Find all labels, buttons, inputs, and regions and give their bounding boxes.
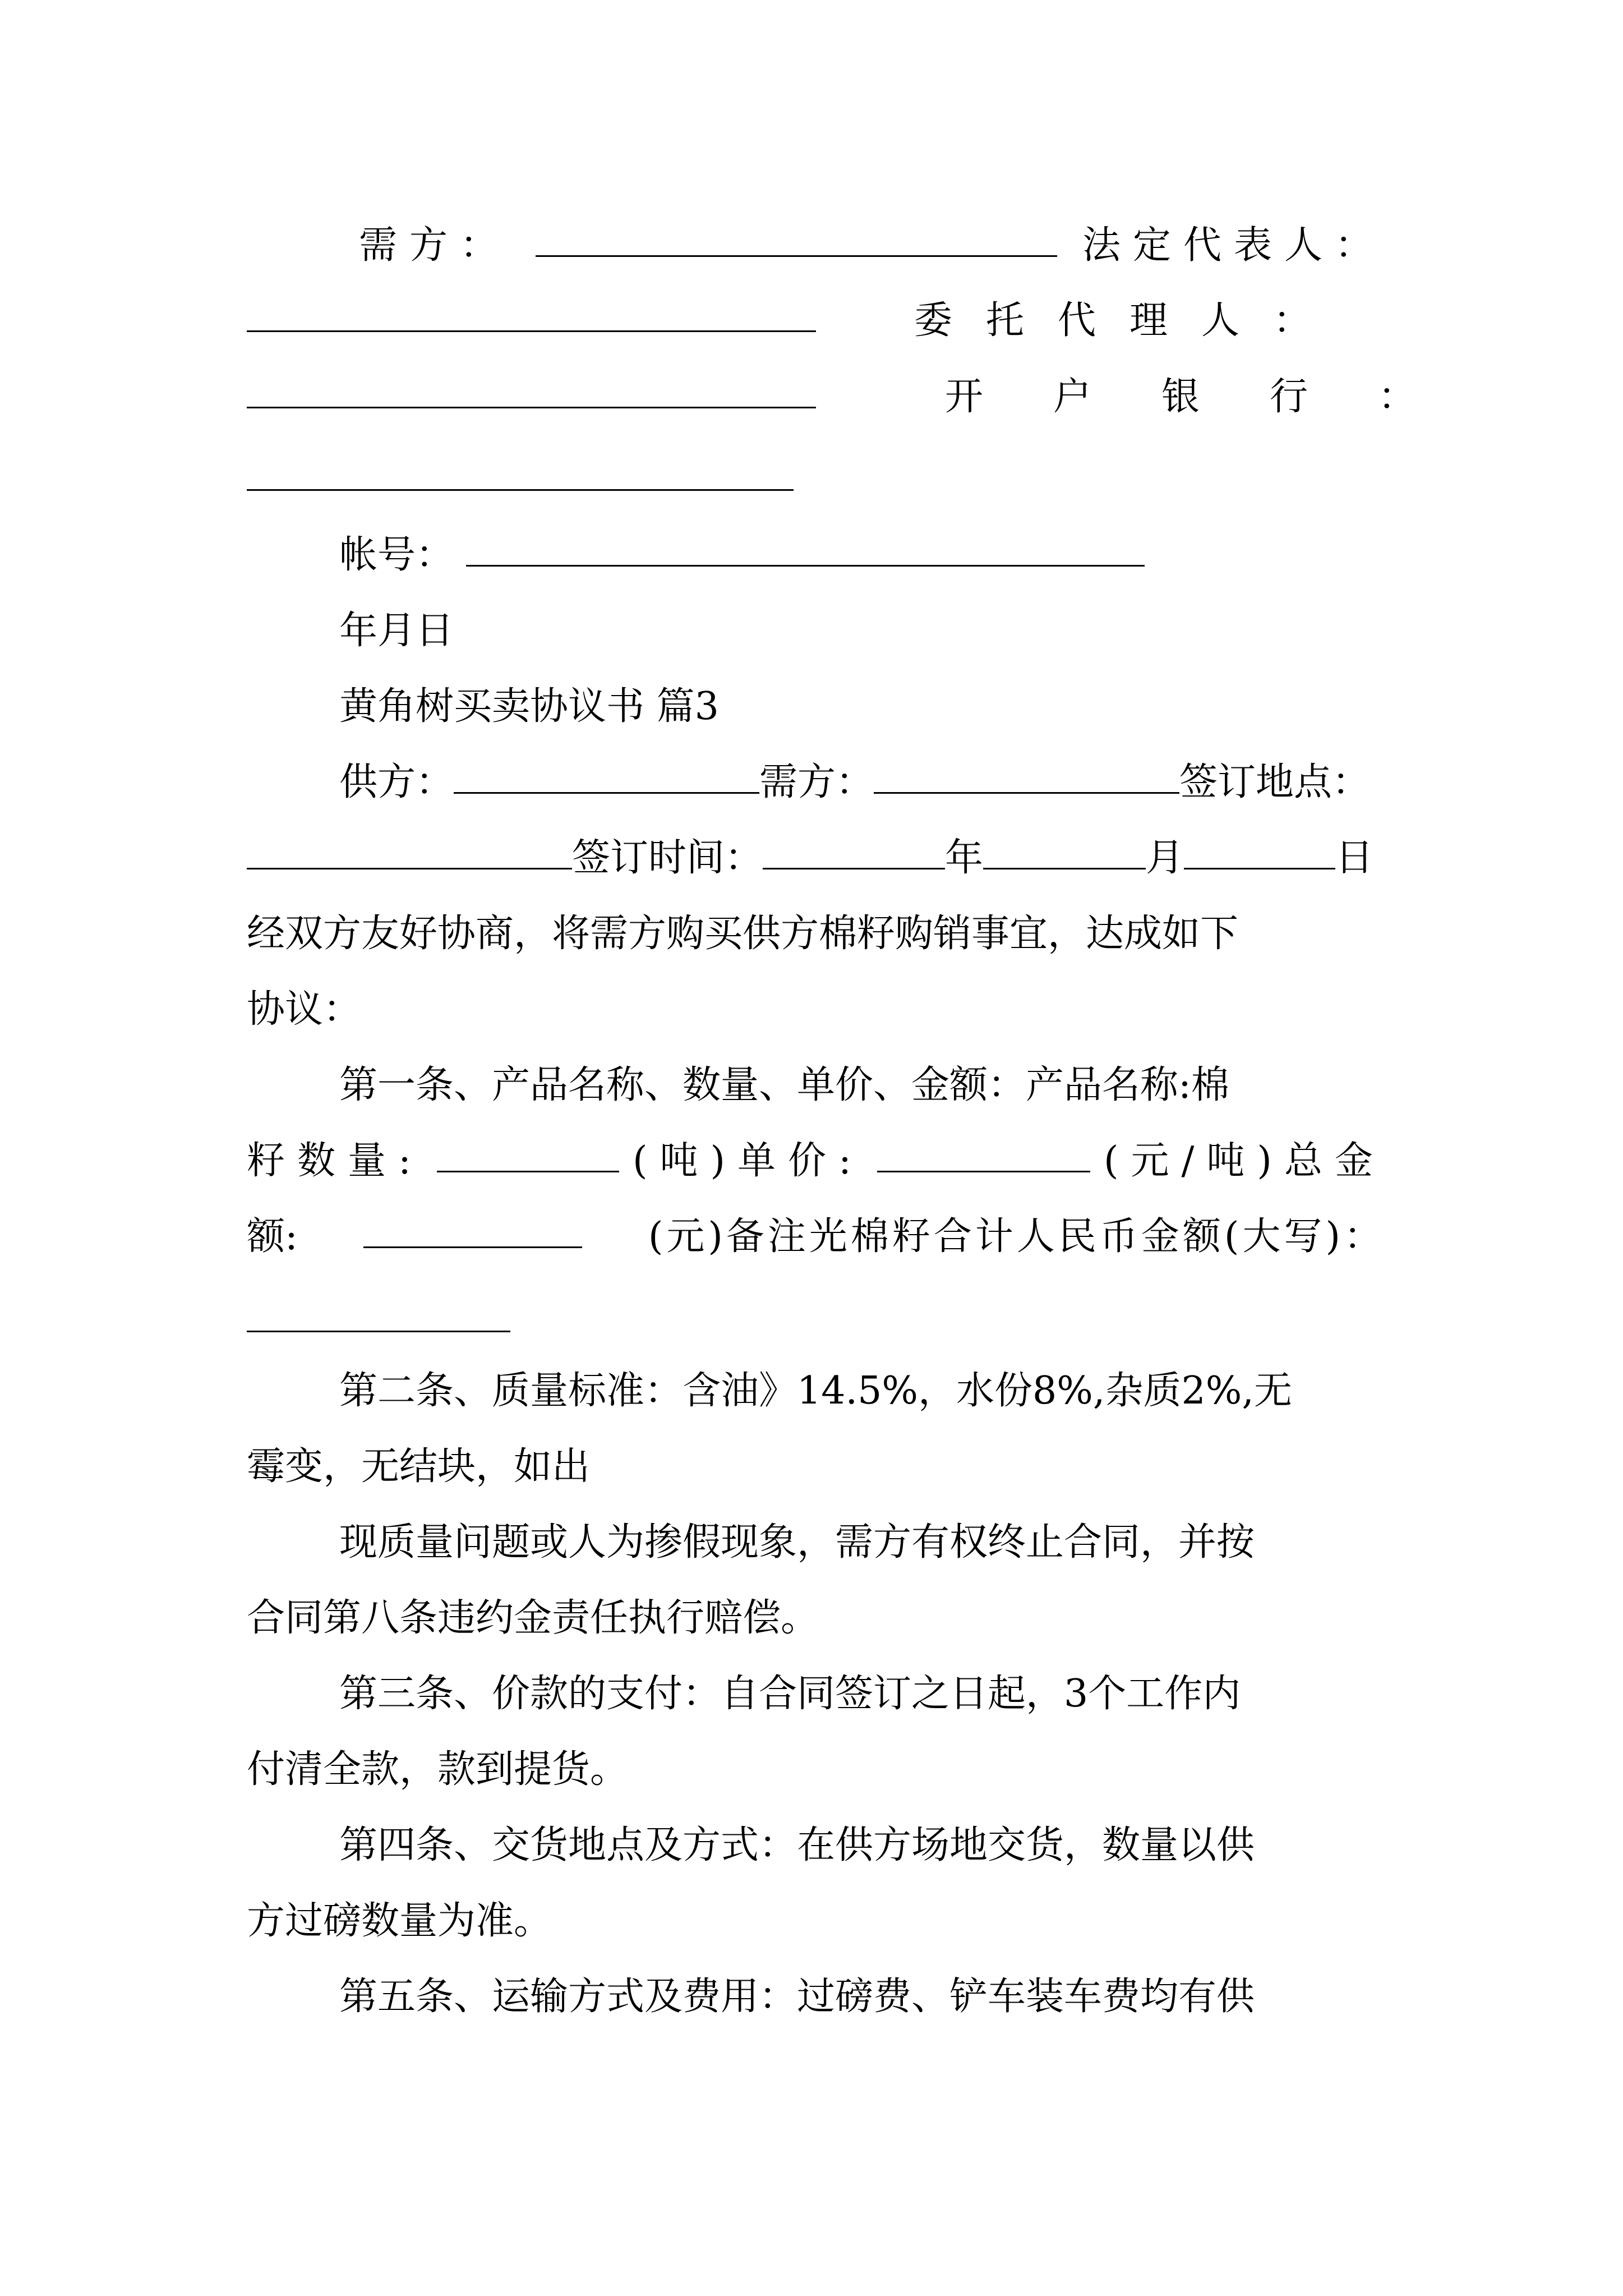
parties-line — [247, 749, 1385, 816]
sign-place-blank — [247, 833, 572, 869]
article5-text-1: 第五条、运输方式及费用：过磅费、铲车装车费均有供 — [339, 1975, 1255, 2019]
unit-price-label: (吨)单价: — [632, 1139, 864, 1183]
amount-words-blank — [247, 1331, 510, 1332]
article1-text-1: 第一条、产品名称、数量、单价、金额：产品名称:棉 — [339, 1063, 1229, 1107]
account-label: 帐号： — [339, 533, 454, 577]
buyer-blank — [874, 757, 1179, 794]
account-blank — [466, 530, 1145, 567]
total-label: (元/吨)总金 — [1103, 1139, 1385, 1183]
article2-text-4: 合同第八条违约金责任执行赔偿。 — [247, 1596, 819, 1640]
day-blank — [1184, 833, 1335, 869]
supplier-label: 供方： — [339, 760, 454, 804]
article3-line1 — [247, 1660, 1385, 1728]
buyer-label: 需方： — [759, 760, 874, 804]
date-text: 年月日 — [339, 609, 454, 653]
section-title: 黄角树买卖协议书 篇3 — [339, 684, 719, 729]
demander-line — [247, 212, 1385, 279]
month-label: 月 — [1146, 836, 1184, 880]
legal-rep-label: 法定代表人： — [1082, 223, 1385, 268]
article3-line2 — [247, 1736, 1385, 1803]
bank-blank — [247, 489, 794, 491]
demander-label: 需方： — [359, 223, 511, 268]
bank-label: 开户银行： — [945, 375, 1487, 419]
account-line — [247, 522, 1385, 589]
article2-text-3: 现质量问题或人为掺假现象，需方有权终止合同，并按 — [339, 1520, 1255, 1565]
quantity-label: 籽数量: — [247, 1139, 423, 1183]
article2-line2 — [247, 1433, 1385, 1501]
section-heading — [247, 673, 1385, 740]
article2-line1 — [247, 1358, 1385, 1425]
article2-text-2: 霉变，无结块，如出 — [247, 1444, 591, 1489]
month-blank — [983, 833, 1146, 869]
amount-label: 额: — [247, 1214, 298, 1259]
article2-line4 — [247, 1585, 1385, 1652]
amount-note: (元)备注光棉籽合计人民币金额(大写)： — [648, 1214, 1385, 1259]
sign-place-label: 签订地点： — [1179, 760, 1371, 804]
article1-line1 — [247, 1052, 1385, 1119]
bank-line — [247, 364, 1487, 431]
unit-price-blank — [877, 1136, 1090, 1172]
year-label: 年 — [945, 836, 984, 880]
paragraph-intro-line1 — [247, 900, 1385, 968]
intro-text-2: 协议： — [247, 987, 362, 1032]
supplier-blank — [454, 757, 759, 794]
agent-line — [247, 287, 1385, 355]
article1-line2 — [247, 1128, 1385, 1195]
article2-text-1: 第二条、质量标准：含油》14.5%，水份8%,杂质2%,无 — [339, 1369, 1293, 1413]
sign-time-line — [247, 825, 1385, 892]
quantity-blank — [437, 1136, 619, 1172]
article4-line2 — [247, 1888, 1385, 1955]
article3-text-1: 第三条、价款的支付：自合同签订之日起，3个工作内 — [339, 1672, 1241, 1716]
date-line — [247, 597, 1385, 665]
article4-text-2: 方过磅数量为准。 — [247, 1899, 552, 1943]
agent-blank — [247, 372, 816, 408]
agent-label: 委托代理人： — [914, 298, 1345, 343]
year-blank — [763, 833, 945, 869]
article4-line1 — [247, 1812, 1385, 1879]
article3-text-2: 付清全款，款到提货。 — [247, 1747, 629, 1792]
legal-rep-blank — [247, 296, 816, 332]
article2-line3 — [247, 1509, 1385, 1576]
demander-blank — [536, 220, 1057, 257]
day-label: 日 — [1335, 836, 1374, 880]
paragraph-intro-line2 — [247, 976, 1385, 1043]
amount-blank — [363, 1212, 582, 1248]
article5-line1 — [247, 1963, 1385, 2031]
article1-line3 — [247, 1203, 1385, 1271]
sign-time-label: 签订时间： — [572, 836, 763, 880]
article4-text-1: 第四条、交货地点及方式：在供方场地交货，数量以供 — [339, 1823, 1255, 1867]
intro-text-1: 经双方友好协商，将需方购买供方棉籽购销事宜，达成如下 — [247, 912, 1239, 956]
